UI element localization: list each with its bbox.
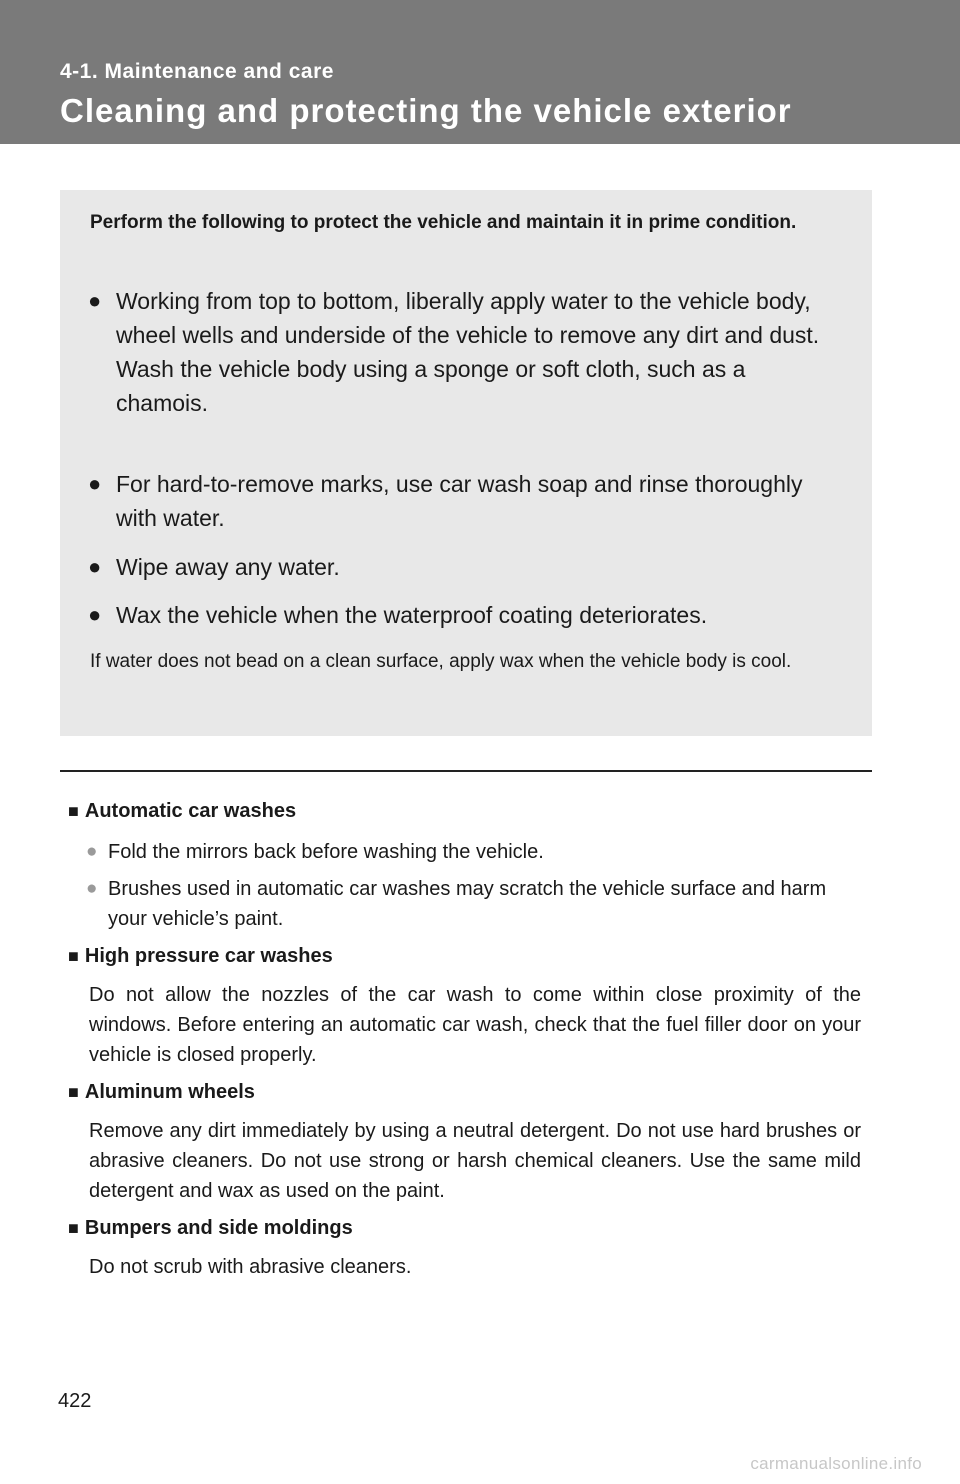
intro-step bbox=[88, 598, 838, 632]
bullet-icon: ● bbox=[86, 841, 98, 862]
bullet-icon: ● bbox=[86, 878, 98, 899]
intro-step bbox=[88, 284, 838, 420]
chapter-header bbox=[0, 0, 960, 144]
divider bbox=[60, 770, 872, 772]
watermark: carmanualsonline.info bbox=[750, 1454, 922, 1473]
section-body: Do not allow the nozzles of the car wash to come within close proximity of the windows. Before entering an automatic car wash, check that the fuel filler door on your vehicle is closed properly. bbox=[89, 984, 861, 1066]
intro-step-text: Wipe away any water. bbox=[116, 554, 340, 580]
intro-box bbox=[60, 190, 872, 736]
list-item bbox=[86, 837, 860, 867]
page-title: Cleaning and protecting the vehicle exterior bbox=[60, 92, 792, 129]
section-heading-text: Aluminum wheels bbox=[84, 1081, 255, 1103]
list-item-text: Brushes used in automatic car washes may scratch the vehicle surface and harm your vehicle’s paint. bbox=[108, 878, 827, 930]
section-heading bbox=[68, 1217, 353, 1240]
bullet-icon: ● bbox=[88, 288, 102, 313]
bullet-icon: ● bbox=[88, 554, 102, 579]
square-bullet-icon: ■ bbox=[68, 946, 79, 966]
section-heading bbox=[68, 800, 296, 823]
bullet-icon: ● bbox=[88, 602, 102, 627]
section-heading bbox=[68, 945, 333, 968]
intro-step bbox=[88, 467, 838, 535]
intro-note: If water does not bead on a clean surface, apply wax when the vehicle body is cool. bbox=[90, 651, 792, 672]
intro-step-text: Working from top to bottom, liberally apply water to the vehicle body, wheel wells and underside of the vehicle to remove any dirt and dust. bbox=[116, 288, 820, 348]
intro-step-text: Wash the vehicle body using a sponge or soft cloth, such as a chamois. bbox=[116, 356, 746, 416]
section-body: Remove any dirt immediately by using a neutral detergent. Do not use hard brushes or abrasive cleaners. Do not use strong or harsh chemical cleaners. Use the same mild detergent and wax as used on the paint. bbox=[89, 1120, 861, 1202]
list-item-text: Fold the mirrors back before washing the vehicle. bbox=[108, 841, 544, 863]
intro-step-text: Wax the vehicle when the waterproof coating deteriorates. bbox=[116, 602, 708, 628]
section-heading-text: High pressure car washes bbox=[84, 945, 333, 967]
intro-lead: Perform the following to protect the vehicle and maintain it in prime condition. bbox=[90, 212, 797, 233]
square-bullet-icon: ■ bbox=[68, 1218, 79, 1238]
page-number: 422 bbox=[58, 1390, 92, 1412]
square-bullet-icon: ■ bbox=[68, 1082, 79, 1102]
section-heading-text: Automatic car washes bbox=[84, 800, 297, 822]
intro-step bbox=[88, 550, 838, 584]
section-heading bbox=[68, 1081, 255, 1104]
intro-step-text: For hard-to-remove marks, use car wash soap and rinse thoroughly with water. bbox=[116, 471, 803, 531]
bullet-icon: ● bbox=[88, 471, 102, 496]
list-item bbox=[86, 874, 860, 934]
square-bullet-icon: ■ bbox=[68, 801, 79, 821]
section-label: 4-1. Maintenance and care bbox=[60, 60, 334, 83]
section-heading-text: Bumpers and side moldings bbox=[84, 1217, 353, 1239]
section-body: Do not scrub with abrasive cleaners. bbox=[89, 1256, 412, 1278]
